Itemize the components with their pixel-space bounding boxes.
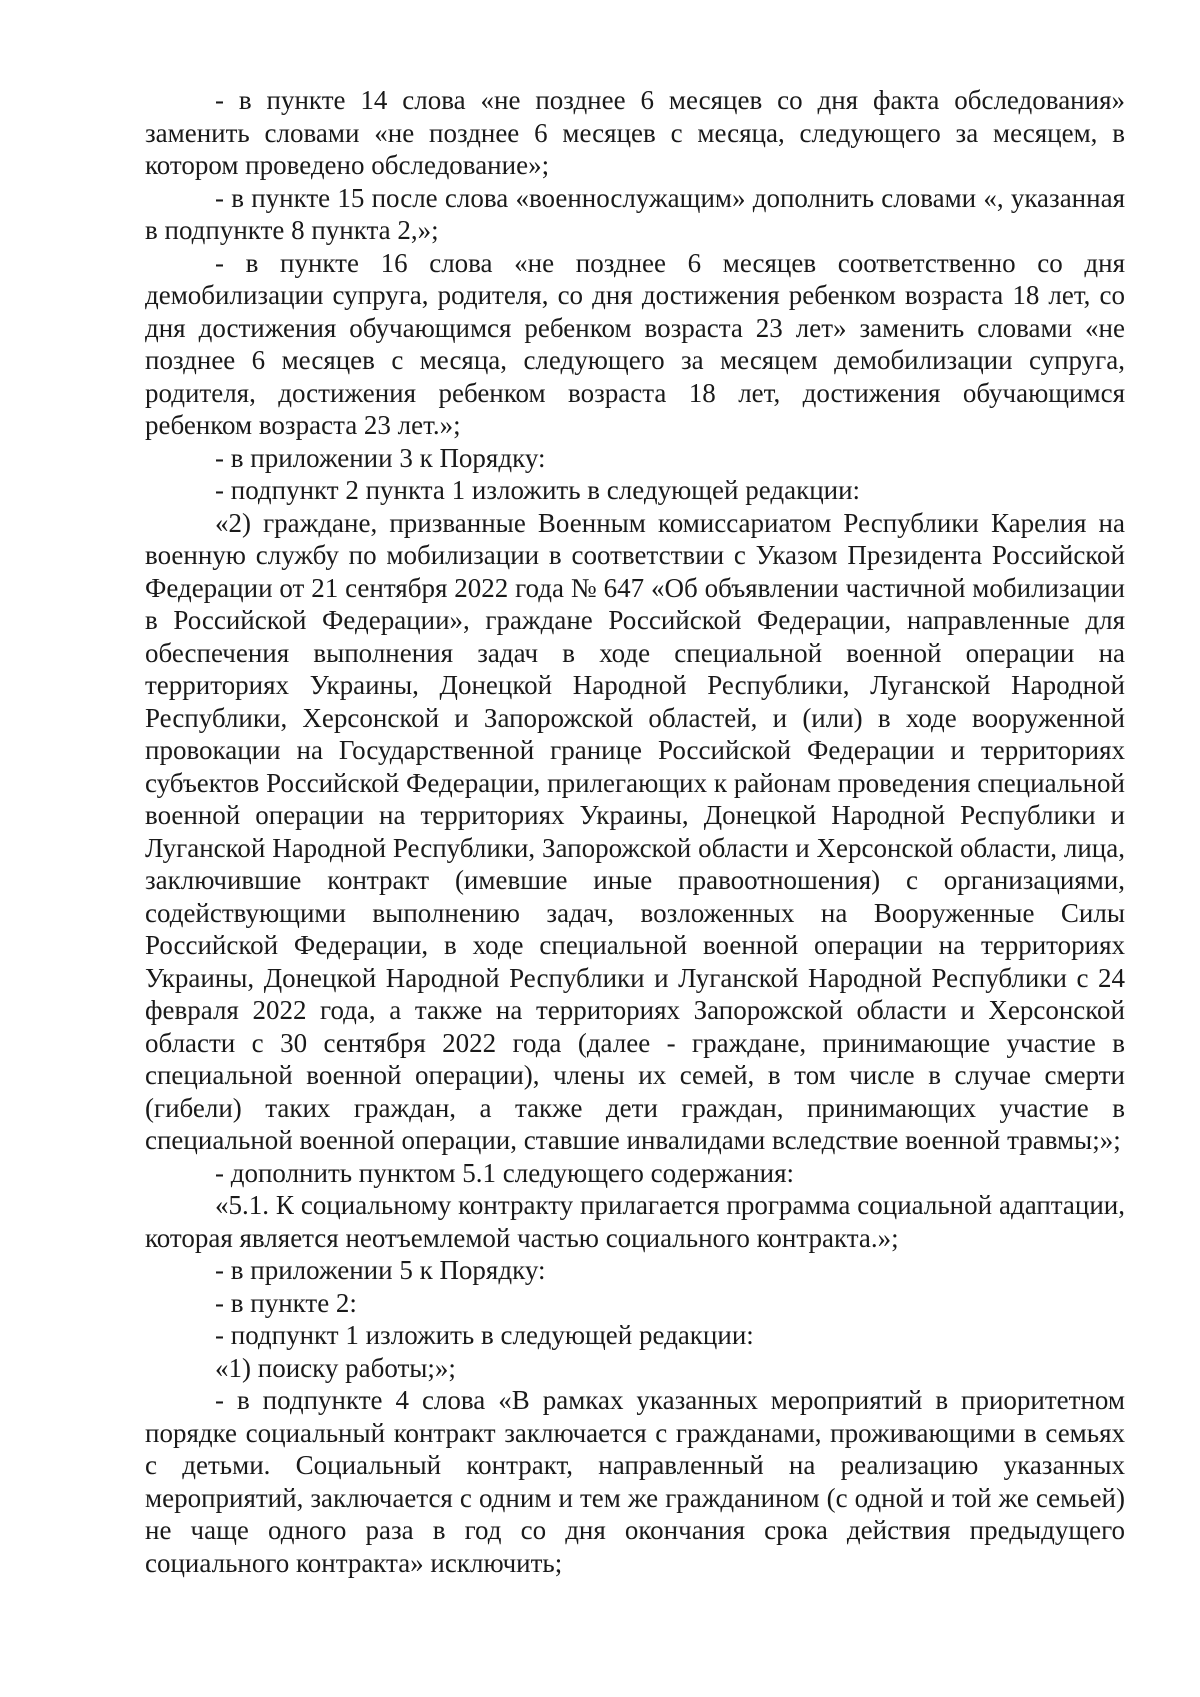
- paragraph-item-16-amendment: - в пункте 16 слова «не позднее 6 месяцев соответственно со дня демобилизации супруга, родителя, со дня достижения ребенком возраста 18 лет, со дня достижения обучающимся ребенком возраста 23 лет» заменить словами «не позднее 6 месяцев с месяца, следующего за месяцем демобилизации супруга, родителя, достижения ребенком возраста 18 лет, достижения обучающимся ребенком возраста 23 лет.»;: [145, 247, 1125, 440]
- paragraph-appendix-5-heading: - в приложении 5 к Порядку:: [215, 1255, 546, 1285]
- paragraph-add-item-5-1: - дополнить пунктом 5.1 следующего содержания:: [215, 1157, 795, 1188]
- paragraph-item-14-amendment: - в пункте 14 слова «не позднее 6 месяцев со дня факта обследования» заменить словами «не позднее 6 месяцев с месяца, следующего за месяцем, в котором проведено обследование»;: [145, 85, 1125, 180]
- paragraph-subitem-2-text: «2) граждане, призванные Военным комиссариатом Республики Карелия на военную службу по мобилизации в соответствии с Указом Президента Российской Федерации от 21 сентября 2022 года № 647 «Об объявлении частичной мобилизации в Российской Федерации», граждане Российской Федерации, направленные для обеспечения выполнения задач в ходе специальной военной операции на территориях Украины, Донецкой Народной Республики, Луганской Народной Республики, Херсонской и Запорожской областей, и (или) в ходе вооруженной провокации на Государственной границе Российской Федерации и территориях субъектов Российской Федерации, прилегающих к районам проведения специальной военной операции на территориях Украины, Донецкой Народной Республики и Луганской Народной Республики, Запорожской области и Херсонской области, лица, заключившие контракт (имевшие иные правоотношения) с организациями, содействующими выполнению задач, возложенных на Вооруженные Силы Российской Федерации, в ходе специальной военной операции на территориях Украины, Донецкой Народной Республики и Луганской Народной Республики с 24 февраля 2022 года, а также на территориях Запорожской области и Херсонской области с 30 сентября 2022 года (далее - граждане, принимающие участие в специальной военной операции), члены их семей, в том числе в случае смерти (гибели) таких граждан, а также дети граждан, принимающих участие в специальной военной операции, ставшие инвалидами вследствие военной травмы;»;: [145, 507, 1125, 1155]
- paragraph-subitem-1-text: «1) поиску работы;»;: [215, 1352, 456, 1383]
- paragraph-item-5-1-text: «5.1. К социальному контракту прилагается программа социальной адаптации, которая является неотъемлемой частью социального контракта.»;: [145, 1190, 1125, 1253]
- paragraph-item-2-heading: - в пункте 2:: [215, 1287, 357, 1318]
- document-body: [145, 84, 1125, 1579]
- paragraph-item-15-amendment: - в пункте 15 после слова «военнослужащим» дополнить словами «, указанная в подпункте 8 пункта 2,»;: [145, 182, 1125, 245]
- paragraph-subitem-2-heading: - подпункт 2 пункта 1 изложить в следующей редакции:: [215, 475, 861, 505]
- paragraph-subitem-4-amendment: - в подпункте 4 слова «В рамках указанных мероприятий в приоритетном порядке социальный контракт заключается с гражданами, проживающими в семьях с детьми. Социальный контракт, направленный на реализацию указанных мероприятий, заключается с одним и тем же гражданином (с одной и той же семьей) не чаще одного раза в год со дня окончания срока действия предыдущего социального контракта» исключить;: [145, 1385, 1125, 1578]
- paragraph-subitem-1-heading: - подпункт 1 изложить в следующей редакции:: [215, 1320, 754, 1350]
- paragraph-appendix-3-heading: - в приложении 3 к Порядку:: [215, 442, 546, 473]
